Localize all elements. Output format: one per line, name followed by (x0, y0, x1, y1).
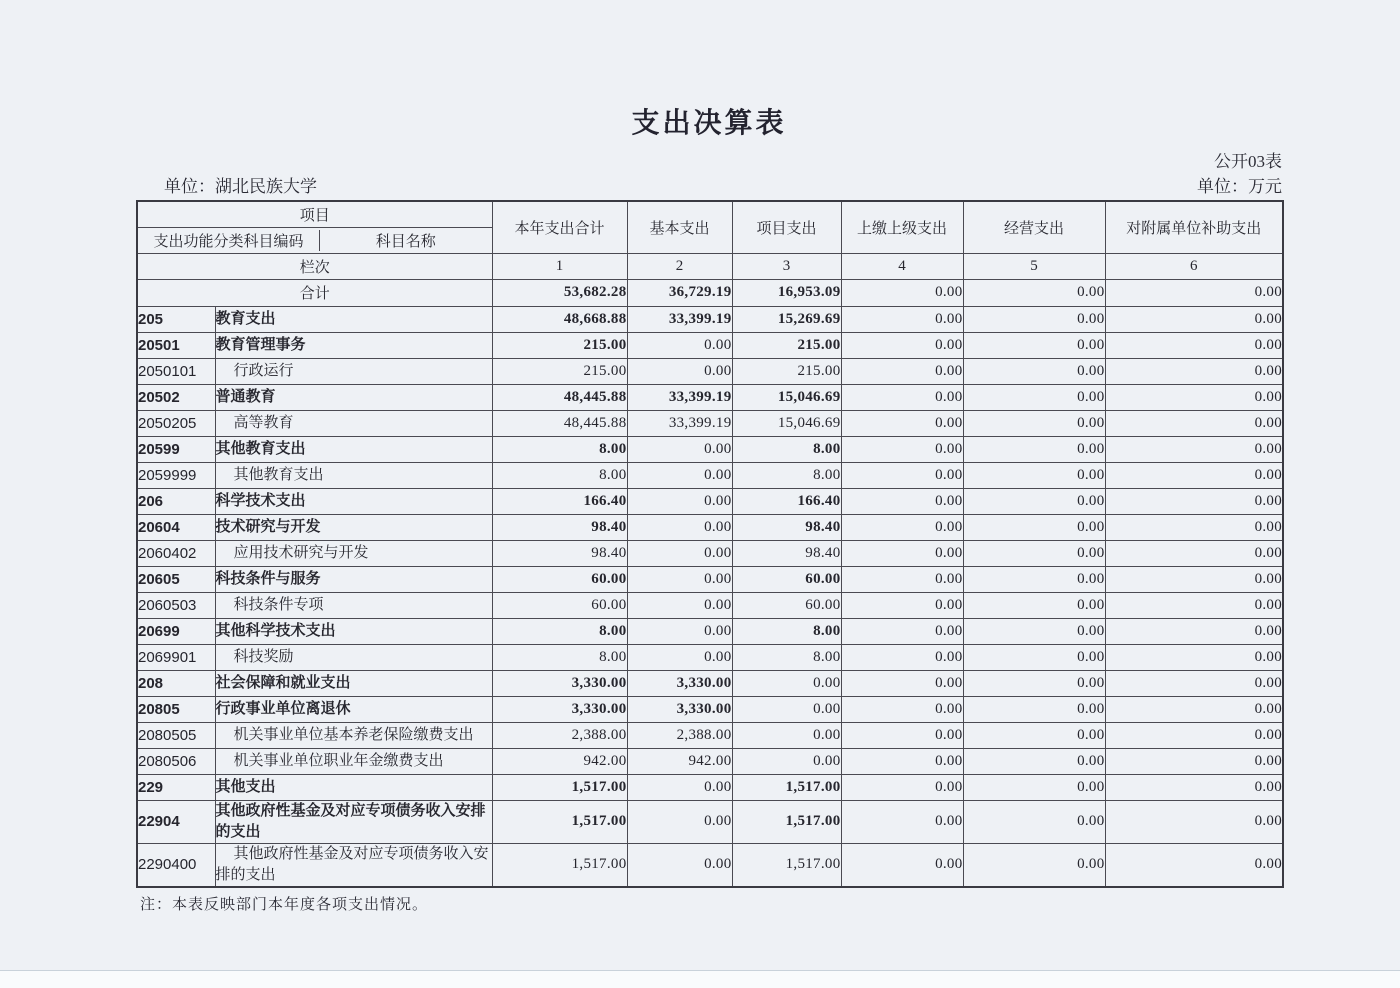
row-value-cell: 3,330.00 (627, 696, 732, 722)
row-value-cell: 0.00 (841, 618, 963, 644)
total-value-cell: 53,682.28 (492, 279, 627, 306)
scan-bottom-strip (0, 971, 1400, 988)
table-row (137, 514, 1283, 540)
row-value-cell: 0.00 (1105, 748, 1283, 774)
row-value-cell: 0.00 (627, 774, 732, 800)
row-name-cell: 高等教育 (215, 410, 492, 436)
table-row (137, 462, 1283, 488)
row-value-cell: 0.00 (1105, 566, 1283, 592)
row-value-cell: 0.00 (1105, 722, 1283, 748)
row-value-cell: 0.00 (963, 618, 1105, 644)
header-col-project-exp: 项目支出 (732, 201, 841, 253)
row-name-cell: 教育管理事务 (215, 332, 492, 358)
total-value-cell: 16,953.09 (732, 279, 841, 306)
row-value-cell: 0.00 (1105, 540, 1283, 566)
row-value-cell: 0.00 (1105, 436, 1283, 462)
row-value-cell: 0.00 (627, 540, 732, 566)
org-label: 单位：湖北民族大学 (164, 177, 317, 196)
row-code-cell: 20605 (137, 566, 215, 592)
row-value-cell: 0.00 (627, 566, 732, 592)
row-code-cell: 2060402 (137, 540, 215, 566)
row-value-cell: 0.00 (1105, 306, 1283, 332)
row-value-cell: 48,668.88 (492, 306, 627, 332)
row-value-cell: 0.00 (1105, 462, 1283, 488)
row-value-cell: 0.00 (627, 592, 732, 618)
row-value-cell: 0.00 (732, 696, 841, 722)
column-number: 5 (963, 253, 1105, 279)
row-value-cell: 15,046.69 (732, 384, 841, 410)
row-value-cell: 33,399.19 (627, 306, 732, 332)
row-value-cell: 60.00 (492, 592, 627, 618)
table-row (137, 644, 1283, 670)
row-value-cell: 0.00 (963, 696, 1105, 722)
row-code-cell: 22904 (137, 800, 215, 843)
page-title: 支出决算表 (631, 108, 787, 139)
table-row (137, 843, 1283, 887)
row-value-cell: 0.00 (841, 436, 963, 462)
header-col-basic: 基本支出 (627, 201, 732, 253)
row-value-cell: 0.00 (841, 566, 963, 592)
row-value-cell: 0.00 (1105, 488, 1283, 514)
row-value-cell: 0.00 (841, 774, 963, 800)
row-value-cell: 215.00 (492, 332, 627, 358)
row-value-cell: 98.40 (732, 540, 841, 566)
row-value-cell: 215.00 (732, 358, 841, 384)
row-value-cell: 0.00 (841, 540, 963, 566)
row-value-cell: 0.00 (841, 644, 963, 670)
table-row (137, 592, 1283, 618)
row-value-cell: 0.00 (627, 514, 732, 540)
row-value-cell: 0.00 (841, 800, 963, 843)
row-value-cell: 0.00 (841, 592, 963, 618)
row-value-cell: 0.00 (1105, 410, 1283, 436)
row-value-cell: 3,330.00 (492, 696, 627, 722)
row-code-cell: 205 (137, 306, 215, 332)
table-row (137, 540, 1283, 566)
total-value-cell: 0.00 (963, 279, 1105, 306)
row-value-cell: 8.00 (732, 436, 841, 462)
table-row (137, 748, 1283, 774)
row-value-cell: 0.00 (963, 748, 1105, 774)
row-value-cell: 33,399.19 (627, 410, 732, 436)
table-note: 注：本表反映部门本年度各项支出情况。 (140, 897, 429, 913)
row-value-cell: 0.00 (627, 644, 732, 670)
row-value-cell: 0.00 (963, 488, 1105, 514)
table-row (137, 696, 1283, 722)
row-value-cell: 0.00 (963, 774, 1105, 800)
row-value-cell: 215.00 (732, 332, 841, 358)
row-name-cell: 普通教育 (215, 384, 492, 410)
row-value-cell: 8.00 (492, 644, 627, 670)
header-project: 项目 (137, 201, 492, 227)
row-value-cell: 60.00 (732, 566, 841, 592)
row-value-cell: 0.00 (627, 800, 732, 843)
row-value-cell: 0.00 (1105, 696, 1283, 722)
header-subject-name: 科目名称 (375, 233, 436, 250)
total-row (137, 279, 1283, 306)
table-row (137, 670, 1283, 696)
row-value-cell: 0.00 (841, 488, 963, 514)
row-value-cell: 0.00 (1105, 774, 1283, 800)
row-value-cell: 60.00 (492, 566, 627, 592)
row-value-cell: 0.00 (963, 566, 1105, 592)
row-name-cell: 应用技术研究与开发 (215, 540, 492, 566)
table-row (137, 618, 1283, 644)
row-value-cell: 0.00 (732, 670, 841, 696)
row-value-cell: 98.40 (732, 514, 841, 540)
row-value-cell: 0.00 (627, 462, 732, 488)
row-value-cell: 0.00 (627, 843, 732, 887)
row-value-cell: 0.00 (841, 696, 963, 722)
row-value-cell: 0.00 (963, 358, 1105, 384)
row-value-cell: 2,388.00 (492, 722, 627, 748)
row-value-cell: 166.40 (732, 488, 841, 514)
row-value-cell: 3,330.00 (492, 670, 627, 696)
row-value-cell: 1,517.00 (492, 800, 627, 843)
row-value-cell: 0.00 (841, 843, 963, 887)
row-value-cell: 8.00 (732, 644, 841, 670)
header-function-code: 支出功能分类科目编码 (138, 230, 320, 251)
row-value-cell: 942.00 (492, 748, 627, 774)
table-row (137, 384, 1283, 410)
row-name-cell: 科技条件与服务 (215, 566, 492, 592)
row-value-cell: 8.00 (732, 618, 841, 644)
row-value-cell: 0.00 (1105, 384, 1283, 410)
table-row (137, 358, 1283, 384)
row-value-cell: 0.00 (841, 306, 963, 332)
row-value-cell: 0.00 (1105, 644, 1283, 670)
row-name-cell: 其他政府性基金及对应专项债务收入安排的支出 (215, 800, 492, 843)
row-value-cell: 0.00 (1105, 618, 1283, 644)
table-row (137, 410, 1283, 436)
row-name-cell: 其他科学技术支出 (215, 618, 492, 644)
row-value-cell: 0.00 (732, 722, 841, 748)
row-code-cell: 206 (137, 488, 215, 514)
column-number: 2 (627, 253, 732, 279)
row-value-cell: 0.00 (963, 332, 1105, 358)
row-name-cell: 其他支出 (215, 774, 492, 800)
row-value-cell: 0.00 (627, 488, 732, 514)
row-code-cell: 20604 (137, 514, 215, 540)
row-code-cell: 20805 (137, 696, 215, 722)
row-code-cell: 2290400 (137, 843, 215, 887)
row-value-cell: 0.00 (732, 748, 841, 774)
row-name-cell: 技术研究与开发 (215, 514, 492, 540)
header-col-operating: 经营支出 (963, 201, 1105, 253)
row-code-cell: 20501 (137, 332, 215, 358)
table-row (137, 332, 1283, 358)
row-name-cell: 科学技术支出 (215, 488, 492, 514)
row-name-cell: 科技条件专项 (215, 592, 492, 618)
row-value-cell: 0.00 (963, 436, 1105, 462)
row-value-cell: 166.40 (492, 488, 627, 514)
column-number: 4 (841, 253, 963, 279)
row-name-cell: 其他教育支出 (215, 462, 492, 488)
row-value-cell: 0.00 (1105, 514, 1283, 540)
row-value-cell: 0.00 (1105, 800, 1283, 843)
row-value-cell: 0.00 (841, 462, 963, 488)
row-value-cell: 0.00 (963, 800, 1105, 843)
row-value-cell: 0.00 (1105, 592, 1283, 618)
table-row (137, 774, 1283, 800)
row-value-cell: 0.00 (963, 540, 1105, 566)
row-code-cell: 2069901 (137, 644, 215, 670)
row-name-cell: 其他教育支出 (215, 436, 492, 462)
lanci-label: 栏次 (137, 253, 492, 279)
row-code-cell: 20699 (137, 618, 215, 644)
row-value-cell: 15,269.69 (732, 306, 841, 332)
row-value-cell: 0.00 (963, 843, 1105, 887)
row-code-cell: 2060503 (137, 592, 215, 618)
row-value-cell: 0.00 (963, 644, 1105, 670)
row-value-cell: 1,517.00 (492, 843, 627, 887)
row-code-cell: 229 (137, 774, 215, 800)
row-value-cell: 0.00 (963, 722, 1105, 748)
doc-number-label: 公开03表 (1214, 152, 1282, 171)
total-value-cell: 36,729.19 (627, 279, 732, 306)
row-code-cell: 2050205 (137, 410, 215, 436)
row-code-cell: 208 (137, 670, 215, 696)
row-value-cell: 0.00 (963, 514, 1105, 540)
row-code-cell: 2080505 (137, 722, 215, 748)
row-value-cell: 215.00 (492, 358, 627, 384)
table-row (137, 722, 1283, 748)
row-value-cell: 0.00 (841, 514, 963, 540)
row-value-cell: 0.00 (841, 748, 963, 774)
row-value-cell: 33,399.19 (627, 384, 732, 410)
row-value-cell: 942.00 (627, 748, 732, 774)
row-value-cell: 2,388.00 (627, 722, 732, 748)
column-number-row (137, 253, 1283, 279)
table-row (137, 566, 1283, 592)
row-value-cell: 1,517.00 (732, 843, 841, 887)
table-row (137, 306, 1283, 332)
row-value-cell: 48,445.88 (492, 410, 627, 436)
row-name-cell: 科技奖励 (215, 644, 492, 670)
row-value-cell: 0.00 (841, 384, 963, 410)
row-value-cell: 0.00 (1105, 332, 1283, 358)
table-meta-row (136, 172, 1282, 197)
row-value-cell: 0.00 (841, 670, 963, 696)
row-name-cell: 教育支出 (215, 306, 492, 332)
row-value-cell: 0.00 (963, 462, 1105, 488)
row-value-cell: 0.00 (963, 410, 1105, 436)
row-value-cell: 1,517.00 (732, 800, 841, 843)
row-value-cell: 0.00 (841, 722, 963, 748)
expenditure-table (136, 200, 1284, 888)
row-value-cell: 0.00 (627, 436, 732, 462)
header-col-subsidy: 对附属单位补助支出 (1105, 201, 1283, 253)
row-value-cell: 0.00 (963, 670, 1105, 696)
row-code-cell: 2059999 (137, 462, 215, 488)
row-value-cell: 98.40 (492, 514, 627, 540)
row-value-cell: 60.00 (732, 592, 841, 618)
row-name-cell: 其他政府性基金及对应专项债务收入安排的支出 (215, 843, 492, 887)
row-value-cell: 0.00 (1105, 358, 1283, 384)
total-value-cell: 0.00 (841, 279, 963, 306)
row-code-cell: 20502 (137, 384, 215, 410)
row-name-cell: 行政事业单位离退休 (215, 696, 492, 722)
row-value-cell: 15,046.69 (732, 410, 841, 436)
row-name-cell: 行政运行 (215, 358, 492, 384)
table-row (137, 436, 1283, 462)
row-value-cell: 0.00 (1105, 670, 1283, 696)
row-value-cell: 0.00 (963, 306, 1105, 332)
total-value-cell: 0.00 (1105, 279, 1283, 306)
row-value-cell: 1,517.00 (732, 774, 841, 800)
row-value-cell: 8.00 (492, 618, 627, 644)
row-value-cell: 0.00 (963, 592, 1105, 618)
row-value-cell: 0.00 (841, 332, 963, 358)
row-value-cell: 8.00 (732, 462, 841, 488)
row-name-cell: 机关事业单位职业年金缴费支出 (215, 748, 492, 774)
row-value-cell: 3,330.00 (627, 670, 732, 696)
column-number: 6 (1105, 253, 1283, 279)
row-value-cell: 8.00 (492, 462, 627, 488)
row-value-cell: 0.00 (627, 332, 732, 358)
unit-label: 单位：万元 (1197, 177, 1282, 196)
table-row (137, 488, 1283, 514)
column-number: 3 (732, 253, 841, 279)
row-value-cell: 0.00 (841, 410, 963, 436)
row-value-cell: 0.00 (627, 618, 732, 644)
row-value-cell: 0.00 (627, 358, 732, 384)
header-col-upward: 上缴上级支出 (841, 201, 963, 253)
row-code-cell: 2080506 (137, 748, 215, 774)
total-label: 合计 (137, 279, 492, 306)
row-value-cell: 0.00 (963, 384, 1105, 410)
header-row-1 (137, 201, 1283, 227)
row-value-cell: 0.00 (1105, 843, 1283, 887)
row-value-cell: 98.40 (492, 540, 627, 566)
row-name-cell: 机关事业单位基本养老保险缴费支出 (215, 722, 492, 748)
row-code-cell: 2050101 (137, 358, 215, 384)
row-name-cell: 社会保障和就业支出 (215, 670, 492, 696)
row-value-cell: 48,445.88 (492, 384, 627, 410)
row-value-cell: 8.00 (492, 436, 627, 462)
row-value-cell: 1,517.00 (492, 774, 627, 800)
row-code-cell: 20599 (137, 436, 215, 462)
header-col-total: 本年支出合计 (492, 201, 627, 253)
row-value-cell: 0.00 (841, 358, 963, 384)
column-number: 1 (492, 253, 627, 279)
table-row (137, 800, 1283, 843)
